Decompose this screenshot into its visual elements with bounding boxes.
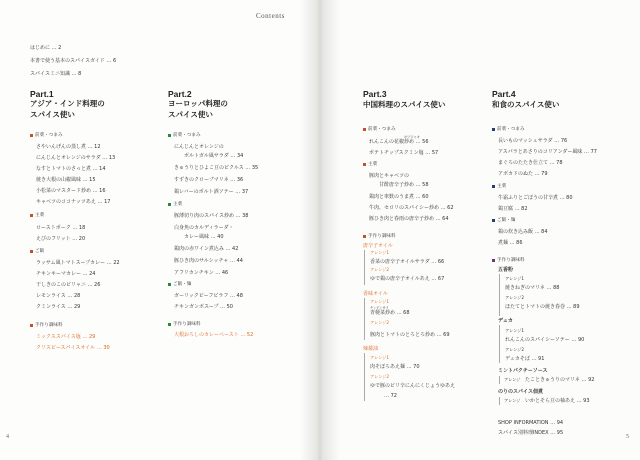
intro-item[interactable]: はじめに … 2	[30, 45, 62, 51]
part1-section-seasoning: 手作り調味料	[30, 322, 63, 329]
right-page	[322, 0, 640, 460]
part4-section-appetizer: 前菜・つまみ	[492, 126, 525, 133]
recipe-item[interactable]: きゅうりとひよこ豆のピクルス … 35	[174, 165, 259, 171]
recipe-item[interactable]: カレー風味 … 40	[184, 234, 224, 240]
red-square-icon	[30, 250, 33, 253]
part1-section-main: 主菜	[30, 212, 44, 219]
navy-square-icon	[492, 185, 495, 188]
recipe-item[interactable]: ラッサム風トマトスープカレー … 22	[36, 260, 120, 266]
recipe-item[interactable]: 鶏レバーのポルト酒ソテー … 37	[174, 189, 249, 195]
recipe-item[interactable]: アフリカンチキン … 46	[174, 270, 229, 276]
recipe-item[interactable]: えびのフリット … 20	[36, 236, 86, 242]
recipe-item[interactable]: たこときゅうりのマリネ … 92	[525, 377, 595, 383]
arrange-label: アレンジ2	[370, 320, 390, 325]
recipe-item[interactable]: 青梗菜炒め … 68	[370, 310, 410, 316]
bracket-line	[499, 397, 500, 405]
recipe-item[interactable]: まぐろのたたき仕立て … 78	[498, 160, 563, 166]
part2-section-appetizer: 前菜・つまみ	[168, 132, 201, 139]
recipe-item[interactable]: 煮麺 … 86	[498, 240, 523, 246]
arrange-label: アレンジ2	[505, 295, 525, 300]
recipe-item[interactable]: 牛肉、セロリのスパイシー炒め … 62	[369, 205, 454, 211]
recipe-item[interactable]: 豚薄切り肉のスパイス炒め … 38	[174, 213, 249, 219]
arrange-label: アレンジ2	[370, 374, 390, 379]
recipe-item[interactable]: れんこんの花椒炒め … 56	[369, 139, 429, 145]
bracket-line	[499, 325, 500, 363]
red-square-icon	[30, 134, 33, 137]
green-square-icon	[168, 134, 171, 137]
recipe-item[interactable]: 焼きねぎのマリネ … 88	[505, 285, 560, 291]
arrange-label: アレンジ	[504, 398, 521, 403]
recipe-item[interactable]: いかとそら豆の柚あえ … 93	[525, 398, 590, 404]
navy-square-icon	[492, 128, 495, 131]
recipe-item[interactable]: チキンガンボスープ … 50	[174, 304, 233, 310]
bracket-line	[364, 250, 365, 285]
recipe-item[interactable]: チキンキーマカレー … 24	[36, 271, 96, 277]
footer-link[interactable]: SHOP INFORMATION … 94	[498, 420, 564, 426]
recipe-item[interactable]: 鶏の炊き込み飯 … 84	[498, 229, 548, 235]
sub-category: ミントパクチーソース	[498, 368, 548, 374]
bracket-line	[499, 376, 500, 384]
purple-square-icon	[492, 259, 495, 262]
part1-title: アジア・インド料理の	[30, 99, 105, 108]
part2-section-seasoning: 手作り調味料	[168, 321, 201, 328]
recipe-item[interactable]: 鶏豆腐 … 82	[498, 206, 528, 212]
red-square-icon	[30, 214, 33, 217]
recipe-item[interactable]: 甘酢唐辛子炒め … 58	[379, 182, 429, 188]
bracket-line	[364, 353, 365, 401]
part1-number: Part.1	[30, 89, 54, 99]
recipe-item[interactable]: 鶏肉の赤ワイン煮込み … 42	[174, 246, 239, 252]
arrange-label: アレンジ2	[505, 347, 525, 352]
sub-category: デュカ	[498, 318, 513, 324]
recipe-item[interactable]: にんじんとオレンジのサラダ … 13	[36, 155, 116, 161]
book-gutter	[300, 0, 340, 460]
sub-category: のりのスパイス佃煮	[498, 389, 543, 395]
part2-title: スパイス使い	[168, 110, 213, 119]
red-square-icon	[363, 128, 366, 131]
part2-title: ヨーロッパ料理の	[168, 99, 228, 108]
arrange-label: アレンジ1	[505, 276, 525, 281]
part1-section-appetizer: 前菜・つまみ	[30, 132, 63, 139]
recipe-item[interactable]: なすとトマトのさっと煮 … 14	[36, 166, 106, 172]
green-square-icon	[168, 203, 171, 206]
recipe-item[interactable]: 焼き大根の山椒風味 … 15	[36, 177, 96, 183]
sub-category: 香味オイル	[363, 291, 388, 297]
part3-section-seasoning: 手作り調味料	[363, 233, 396, 240]
navy-square-icon	[492, 219, 495, 222]
part3-section-main: 主菜	[363, 161, 377, 168]
arrange-label: アレンジ1	[370, 355, 390, 360]
recipe-item[interactable]: 長いものマッシュサラダ … 76	[498, 138, 568, 144]
arrange-label: アレンジ1	[370, 299, 390, 304]
contents-heading: Contents	[256, 12, 285, 20]
recipe-item[interactable]: 豚ひき肉と春雨の唐辛子炒め … 64	[369, 216, 449, 222]
bracket-line	[364, 298, 365, 340]
recipe-item[interactable]: 大根おろしのカレーペースト … 52	[174, 332, 254, 338]
recipe-item[interactable]: 香菜の唐辛子オイルサラダ … 66	[370, 259, 445, 265]
part4-section-seasoning: 手作り調味料	[492, 257, 525, 264]
recipe-item[interactable]: れんこんのスパイシーソテー … 90	[505, 337, 585, 343]
recipe-item[interactable]: クミンライス … 29	[36, 304, 81, 310]
part2-section-main: 主菜	[168, 201, 182, 208]
arrange-label: アレンジ	[504, 377, 521, 382]
part3-section-appetizer: 前菜・つまみ	[363, 126, 396, 133]
recipe-item[interactable]: デュカそば … 91	[505, 356, 545, 362]
recipe-item[interactable]: 鶏肉と車麩のうま煮 … 60	[369, 194, 429, 200]
recipe-item[interactable]: 白身魚のカルディラーダ・	[174, 225, 234, 231]
red-square-icon	[30, 324, 33, 327]
part3-title: 中国料理のスパイス使い	[363, 100, 446, 109]
sub-category: 五香粉	[498, 267, 514, 273]
recipe-item[interactable]: クリスピースパイスオイル … 30	[36, 345, 110, 351]
recipe-item[interactable]: … 72	[384, 393, 397, 399]
part4-number: Part.4	[492, 89, 516, 99]
recipe-item[interactable]: にんじんとオレンジの	[174, 144, 224, 150]
footer-link[interactable]: スパイス別料理INDEX … 95	[498, 430, 564, 436]
recipe-item[interactable]: ゆで豚のピリ辛にんにくじょうゆあえ	[370, 383, 456, 389]
recipe-item[interactable]: アボカドのぬた … 79	[498, 171, 548, 177]
red-square-icon	[363, 235, 366, 238]
recipe-item[interactable]: 豚肉とキャベツの	[369, 173, 410, 179]
ruby-text: チンゲンサイ	[370, 306, 389, 310]
part4-title: 和食のスパイス使い	[492, 100, 560, 109]
recipe-item[interactable]: 肉そぼろあえ麺 … 70	[370, 364, 420, 370]
recipe-item[interactable]: キャベツのココナッツあえ … 17	[36, 199, 111, 205]
recipe-item[interactable]: ポルトガル風サラダ … 34	[184, 153, 244, 159]
green-square-icon	[168, 283, 171, 286]
part2-section-rice: ご飯・麺	[168, 281, 191, 288]
recipe-item[interactable]: すずきのクローブマリネ … 36	[174, 177, 244, 183]
recipe-item[interactable]: 牛霜ふりとごぼうの甘辛煮 … 80	[498, 195, 573, 201]
green-square-icon	[168, 323, 171, 326]
part1-title: スパイス使い	[30, 110, 75, 119]
part2-number: Part.2	[168, 89, 192, 99]
sub-category: 辣醤油	[363, 346, 379, 352]
page-number-right: 5	[626, 434, 629, 440]
intro-item[interactable]: 本書で使う基本のスパイスガイド … 6	[30, 58, 117, 64]
recipe-item[interactable]: 干しきのこのピリャニ … 26	[36, 282, 101, 288]
part4-section-main: 主菜	[492, 183, 506, 190]
arrange-label: アレンジ1	[370, 250, 390, 255]
recipe-item[interactable]: ローストポーク … 18	[36, 225, 86, 231]
recipe-item[interactable]: ゆで鶏の唐辛子オイルあえ … 67	[370, 276, 445, 282]
recipe-item[interactable]: ほたてとトマトの焼き春巻 … 89	[505, 304, 580, 310]
page-number-left: 4	[6, 434, 9, 440]
recipe-item[interactable]: レモンライス … 28	[36, 293, 81, 299]
recipe-item[interactable]: 豚肉とトマトのとろとろ炒め … 69	[370, 332, 450, 338]
arrange-label: アレンジ2	[370, 267, 390, 272]
recipe-item[interactable]: 小松菜のマスタード炒め … 16	[36, 188, 106, 194]
ruby-text: ホワジャオ	[404, 135, 420, 139]
recipe-item[interactable]: 豚ひき肉のサルシッチャ … 44	[174, 258, 243, 264]
recipe-item[interactable]: アスパラとあさりのコリアンダー風味 … 77	[498, 149, 597, 155]
intro-item[interactable]: スパイスミニ知識 … 8	[30, 71, 82, 77]
bracket-line	[499, 274, 500, 316]
part3-number: Part.3	[363, 89, 387, 99]
red-square-icon	[363, 163, 366, 166]
part1-section-rice: ご飯	[30, 248, 44, 255]
part4-section-rice: ご飯・麺	[492, 217, 515, 224]
recipe-item[interactable]: さやいんげんの蒸し煮 … 12	[36, 144, 101, 150]
recipe-item[interactable]: ガーリックピーフピラフ … 48	[174, 293, 243, 299]
recipe-item[interactable]: ポテトチップスクミン塩 … 57	[369, 150, 439, 156]
recipe-item[interactable]: ミックススパイス塩 … 29	[36, 334, 96, 340]
sub-category: 唐辛子オイル	[363, 243, 393, 249]
arrange-label: アレンジ1	[505, 328, 525, 333]
